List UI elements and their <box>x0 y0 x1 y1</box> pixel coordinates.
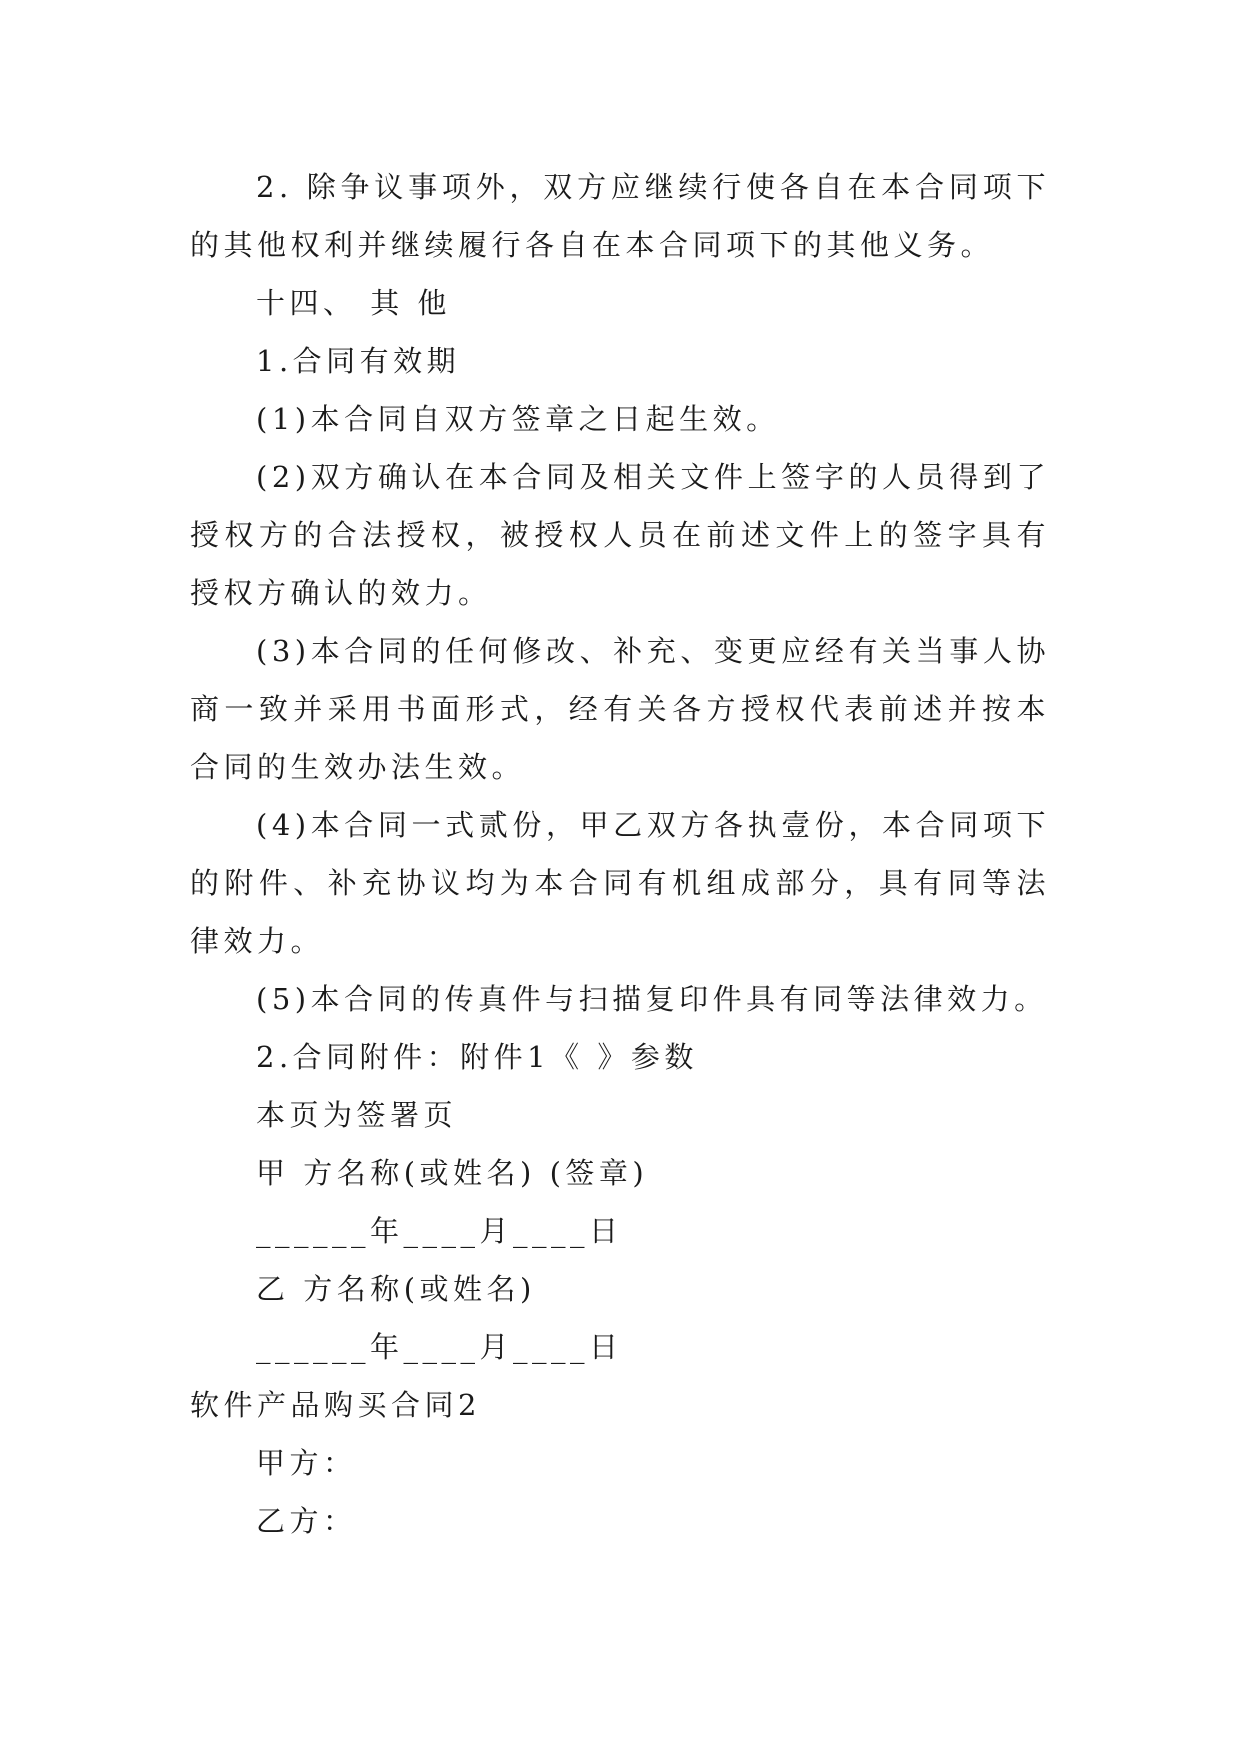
party-a-label: 甲方： <box>256 1446 357 1480</box>
clause-paragraph: 2. 除争议事项外，双方应继续行使各自在本合同项下的其他权利并继续履行各自在本合同项下的其他义务。 <box>190 170 1050 262</box>
clause-paragraph: (2)双方确认在本合同及相关文件上签字的人员得到了授权方的合法授权，被授权人员在前述文件上的签字具有授权方确认的效力。 <box>190 460 1050 610</box>
party-b-date-line: ______年____月____日 <box>256 1330 623 1364</box>
subsection-heading: 1.合同有效期 <box>256 344 461 378</box>
subsection-heading: 2.合同附件：附件1《 》参数 <box>256 1040 698 1074</box>
signature-page-label: 本页为签署页 <box>256 1098 458 1132</box>
party-b-label: 乙方： <box>256 1504 357 1538</box>
section-heading: 十四、 其 他 <box>256 286 451 320</box>
party-b-signature-line: 乙 方名称(或姓名) <box>256 1272 536 1306</box>
document-body <box>190 158 1050 1550</box>
party-a-date-line: ______年____月____日 <box>256 1214 623 1248</box>
clause-paragraph: (5)本合同的传真件与扫描复印件具有同等法律效力。 <box>256 982 1048 1016</box>
clause-paragraph: (3)本合同的任何修改、补充、变更应经有关当事人协商一致并采用书面形式，经有关各方授权代表前述并按本合同的生效办法生效。 <box>190 634 1050 784</box>
clause-paragraph: (1)本合同自双方签章之日起生效。 <box>256 402 780 436</box>
clause-paragraph: (4)本合同一式贰份，甲乙双方各执壹份，本合同项下的附件、补充协议均为本合同有机组成部分，具有同等法律效力。 <box>190 808 1050 958</box>
party-a-signature-line: 甲 方名称(或姓名) (签章) <box>256 1156 649 1190</box>
contract-title: 软件产品购买合同2 <box>190 1388 481 1422</box>
